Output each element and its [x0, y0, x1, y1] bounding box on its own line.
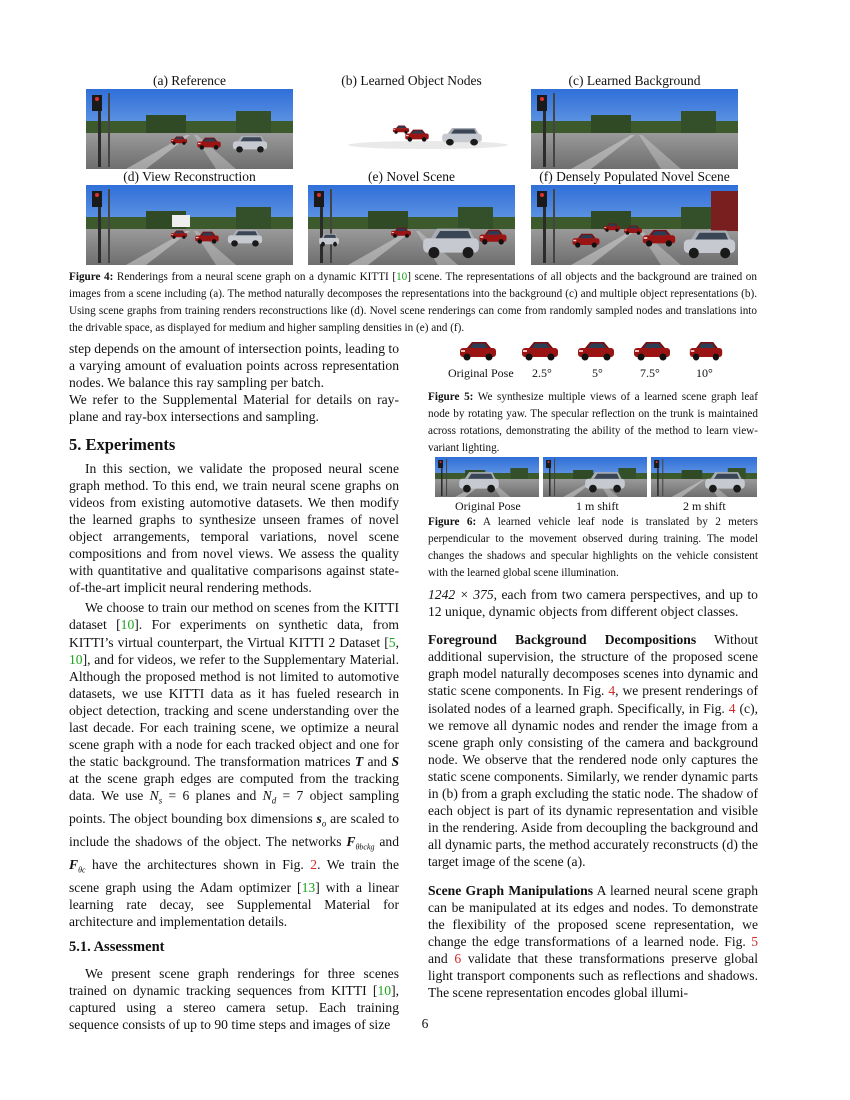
fig4-image-background [531, 89, 738, 169]
fig5-label: 7.5° [640, 366, 660, 380]
paragraph-dataset: We choose to train our method on scenes from the KITTI dataset [10]. For experiments on synthetic data, from KITTI’s virtual counterpart, the Virtual KITTI 2 Dataset [5, 10], and for videos, we refer to the Supplementary Material. Although the proposed method is not limited to automotive datasets, we use KITTI data as it has fueled research in object detection, tracking and scene understanding over the last decade. For each training scene, we optimize a neural scene graph with a node for each tracked object and one for the static background. The transformation matrices T and S at the scene graph edges are computed from the tracking data. We use $N_s = 6$ planes and $N_d = 7$ object sampling points. The object bounding box dimensions $s_o$ are scaled to include the shadows of the object. The networks $F_{\theta bckg}$ and $F_{\theta c}$ have the architectures shown in Fig. 2. We train the scene graph using the Adam optimizer [13] with a linear learning rate decay, see Supplemental Material for architecture and implementation details. [69, 600, 400, 929]
paragraph-image-size: 1242 × 375, each from two camera perspectives, and up to 12 unique, dynamic objects from different object classes. [428, 587, 758, 620]
figure-ref-link[interactable]: 4 [608, 683, 616, 699]
fig4-image-novel-scene [308, 185, 515, 265]
fig6-image-2m [651, 457, 757, 497]
fig4-label-a: (a) Reference [152, 73, 227, 88]
paragraph-intro: In this section, we validate the proposed neural scene graph method. To this end, we train neural scene graphs on videos from existing automotive datasets. We then modify the learned graphs to synthesize unseen frames of novel object arrangements, temporal variations, novel scene compositions and from novel views. We assess the quality with quantitative and qualitative comparisons against state-of-the-art implicit neural rendering methods. [69, 460, 399, 596]
fig4-label-b: (b) Learned Object Nodes [341, 73, 482, 88]
paragraph-decomposition: Foreground Background Decompositions Without additional supervision, the structure of the proposed scene graph model naturally decomposes scenes into dynamic and static scene components. In Fig. 4, we present renderings of isolated nodes of a learned graph. Specifically, in Fig. 4 (c), we remove all dynamic nodes and render the image from a scene graph only consisting of the camera and background node. We observe that the rendered node only captures the static scene components. Similarly, we render dynamic parts in (b) from a graph excluding the static node. The shadow of each object is part of its dynamic representation and visible in the rendering. Aside from decoupling the background and all dynamic parts, the method accurately reconstructs (d) the target image of the scene (a). [428, 632, 758, 870]
left-column [69, 340, 399, 1033]
fig5-images [428, 337, 758, 365]
fig4-label-f: (f) Densely Populated Novel Scene [539, 169, 730, 184]
fig5-label: 2.5° [532, 366, 552, 380]
section-title-experiments: 5. Experiments [69, 435, 176, 455]
fig4-image-dense-scene [531, 185, 738, 265]
citation-link[interactable]: 10 [69, 651, 83, 667]
fig5-label: 10° [696, 366, 713, 380]
fig5-car-10 [686, 339, 726, 363]
paragraph-manipulations: Scene Graph Manipulations A learned neural scene graph can be manipulated at its edges and nodes. To demonstrate the flexibility of the proposed scene representation, we change the edge transformations of a learned node. Fig. 5 and 6 validate that these transformations preserve global light transport components such as reflections and shadows. The scene representation encodes global illumi- [428, 882, 758, 1001]
fig4-image-reference [86, 89, 293, 169]
fig6-images [435, 457, 757, 497]
fig6-image-original [435, 457, 539, 497]
paragraph-refer: We refer to the Supplemental Material for details on ray-plane and ray-box intersections and sampling. [69, 392, 399, 425]
fig5-car-5 [574, 339, 618, 363]
fig5-labels [428, 365, 758, 385]
subsection-title-assessment: 5.1. Assessment [69, 938, 165, 955]
fig4-caption-label: Figure 4: [69, 271, 114, 283]
paragraph-heading: Foreground Background Decompositions [428, 632, 697, 648]
fig6-image-1m [543, 457, 647, 497]
fig5-caption: Figure 5: We synthesize multiple views of a learned scene graph leaf node by rotating yaw. The specular reflection on the trunk is maintained across rotations, demonstrating the ability of the method to learn view-variant lighting. [428, 391, 759, 454]
fig6-label: 1 m shift [576, 499, 619, 513]
paragraph-assessment: We present scene graph renderings for three scenes trained on dynamic tracking sequences from KITTI [10], captured using a stereo camera setup. Each training sequence consists of up to 90 time steps and images of size [69, 965, 399, 1033]
paragraph-sampling: step depends on the amount of intersection points, leading to a varying amount of evaluation points across representation nodes. We balance this ray sampling per batch. [69, 341, 399, 391]
citation-link[interactable]: 10 [377, 983, 392, 999]
figure6 [435, 457, 757, 517]
paragraph-heading: Scene Graph Manipulations [428, 882, 593, 898]
figure-ref-link[interactable]: 2 [310, 856, 318, 872]
figure5 [428, 337, 758, 457]
citation-link[interactable]: 13 [301, 879, 316, 895]
fig4-caption: Figure 4: Renderings from a neural scene graph on a dynamic KITTI [10] scene. The representations of all objects and the background are trained on images from a scene including (a). The method naturally decomposes the representations into the background (c) and multiple object representations (b). Using scene graphs from training renders reconstructions like (d). Novel scene renderings can come from randomly sampled nodes and translations into the drivable space, as displayed for medium and higher sampling densities in (e) and (f). [69, 271, 757, 334]
citation-link[interactable]: 5 [388, 634, 396, 650]
fig4-image-view-reconstruction [86, 185, 293, 265]
figure-ref-link[interactable]: 4 [728, 700, 736, 716]
fig6-label: Original Pose [455, 499, 521, 513]
fig6-caption: Figure 6: A learned vehicle leaf node is translated by 2 meters perpendicular to the movement observed during training. The model changes the shadows and specular highlights on the vehicle consistent with the learned global scene illumination. [428, 516, 758, 579]
fig5-car-original [456, 339, 500, 363]
fig4-label-e: (e) Novel Scene [368, 169, 455, 184]
fig4-label-d: (d) View Reconstruction [123, 169, 256, 184]
right-column [428, 586, 758, 1001]
fig4-image-object-nodes [308, 89, 515, 169]
page-number: 6 [421, 1016, 429, 1031]
fig4-label-c: (c) Learned Background [568, 73, 701, 88]
fig5-car-2-5 [518, 339, 562, 363]
citation-link[interactable]: 10 [396, 271, 408, 283]
figure-ref-link[interactable]: 6 [454, 950, 462, 966]
figure-ref-link[interactable]: 5 [751, 933, 758, 949]
fig6-label: 2 m shift [683, 499, 726, 513]
fig5-label: 5° [592, 366, 603, 380]
citation-link[interactable]: 10 [120, 617, 135, 633]
fig5-car-7-5 [630, 339, 674, 363]
fig5-label: Original Pose [448, 366, 514, 380]
